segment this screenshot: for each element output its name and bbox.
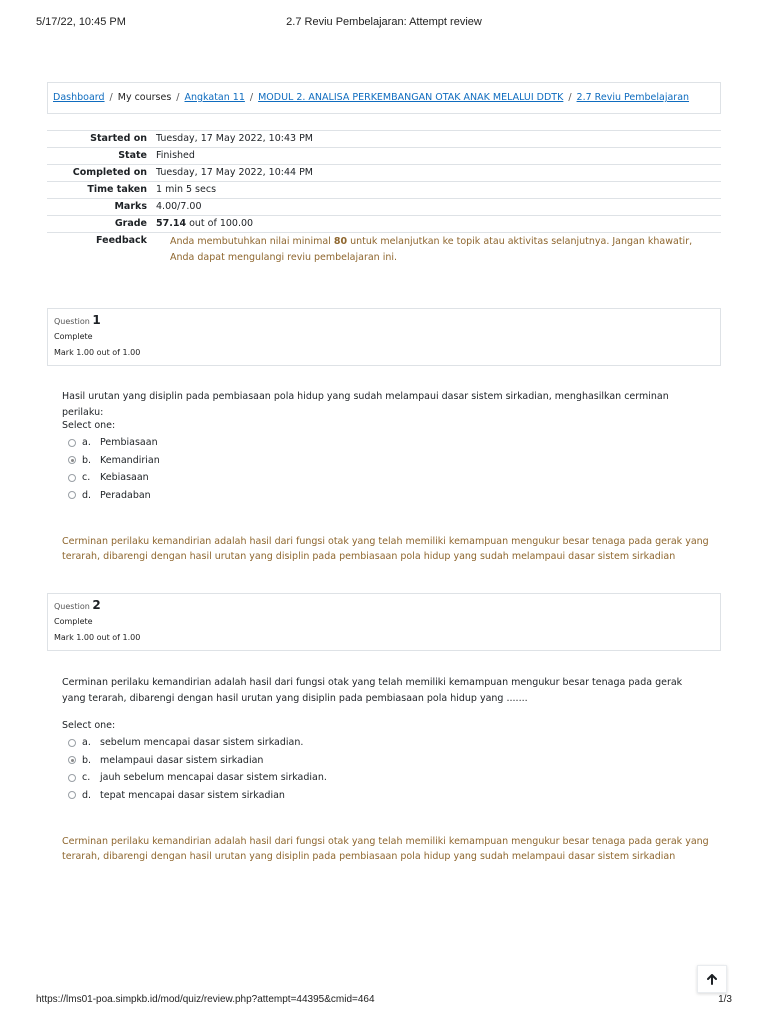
question-number-value: 1 bbox=[92, 313, 101, 327]
answer-option-d[interactable] bbox=[68, 487, 160, 505]
marks-label: Marks bbox=[114, 201, 147, 212]
scroll-to-top-button[interactable] bbox=[697, 965, 727, 993]
breadcrumb-separator: / bbox=[109, 92, 113, 103]
question-2-answers bbox=[68, 734, 327, 804]
radio-button[interactable] bbox=[68, 774, 76, 782]
summary-row-time bbox=[47, 182, 721, 199]
breadcrumb-angkatan-link[interactable]: Angkatan 11 bbox=[184, 92, 245, 103]
breadcrumb bbox=[47, 82, 721, 114]
question-number bbox=[54, 598, 714, 614]
option-text: tepat mencapai dasar sistem sirkadian bbox=[100, 789, 285, 801]
question-state: Complete bbox=[54, 617, 93, 626]
print-date: 5/17/22, 10:45 PM bbox=[36, 16, 126, 28]
attempt-summary-table bbox=[47, 130, 721, 284]
feedback-minimum-score: 80 bbox=[333, 236, 348, 247]
feedback-label: Feedback bbox=[96, 235, 147, 246]
print-url: https://lms01-poa.simpkb.id/mod/quiz/review.php?attempt=44395&cmid=464 bbox=[36, 994, 375, 1005]
breadcrumb-my-courses: My courses bbox=[117, 92, 172, 103]
answer-option-b[interactable] bbox=[68, 452, 160, 470]
radio-button[interactable] bbox=[68, 491, 76, 499]
summary-row-marks bbox=[47, 199, 721, 216]
completed-value: Tuesday, 17 May 2022, 10:44 PM bbox=[156, 167, 313, 178]
grade-score: 57.14 bbox=[156, 218, 187, 229]
time-taken-label: Time taken bbox=[87, 184, 147, 195]
summary-row-completed bbox=[47, 165, 721, 182]
option-letter: d. bbox=[82, 789, 92, 801]
option-text: Peradaban bbox=[100, 489, 151, 501]
question-number bbox=[54, 313, 714, 329]
summary-row-started bbox=[47, 131, 721, 148]
radio-button[interactable] bbox=[68, 791, 76, 799]
grade-label: Grade bbox=[114, 218, 147, 229]
question-1-answers bbox=[68, 434, 160, 504]
radio-button[interactable] bbox=[68, 439, 76, 447]
breadcrumb-reviu-link[interactable]: 2.7 Reviu Pembelajaran bbox=[576, 92, 690, 103]
radio-button[interactable] bbox=[68, 474, 76, 482]
print-title: 2.7 Reviu Pembelajaran: Attempt review bbox=[286, 16, 482, 28]
answer-option-d[interactable] bbox=[68, 787, 327, 805]
feedback-text-after: untuk melanjutkan ke topik atau aktivitas selanjutnya. Jangan khawatir, Anda dapat mengulangi reviu pembelajaran ini. bbox=[170, 236, 693, 263]
print-header bbox=[36, 16, 732, 32]
grade-value bbox=[153, 216, 721, 233]
question-1-info bbox=[47, 308, 721, 366]
question-2-text: Cerminan perilaku kemandirian adalah hasil dari fungsi otak yang telah memiliki kemampuan mengukur besar tenaga pada gerak yang terarah, dibarengi dengan hasil urutan yang disiplin pada pembiasaan pola hidup yang ....... bbox=[62, 677, 683, 704]
state-label: State bbox=[118, 150, 147, 161]
question-2-general-feedback: Cerminan perilaku kemandirian adalah hasil dari fungsi otak yang telah memiliki kemampuan mengukur besar tenaga pada gerak yang terarah, dibarengi dengan hasil urutan yang disiplin pada pembiasaan pola hidup yang sudah melampaui dasar sistem sirkadian bbox=[62, 836, 709, 862]
option-letter: b. bbox=[82, 754, 92, 766]
question-label: Question bbox=[54, 317, 93, 326]
breadcrumb-dashboard-link[interactable]: Dashboard bbox=[53, 92, 105, 103]
question-label: Question bbox=[54, 602, 93, 611]
question-2-info bbox=[47, 593, 721, 651]
option-letter: a. bbox=[82, 737, 91, 748]
option-letter: d. bbox=[82, 489, 92, 501]
feedback-text-before: Anda membutuhkan nilai minimal bbox=[170, 236, 334, 247]
summary-row-state bbox=[47, 148, 721, 165]
question-1-general-feedback: Cerminan perilaku kemandirian adalah hasil dari fungsi otak yang telah memiliki kemampuan mengukur besar tenaga pada gerak yang terarah, dibarengi dengan hasil urutan yang disiplin pada pembiasaan pola hidup yang sudah melampaui dasar sistem sirkadian bbox=[62, 536, 709, 562]
breadcrumb-separator: / bbox=[176, 92, 180, 103]
question-2-prompt: Select one: bbox=[62, 720, 116, 731]
question-grade: Mark 1.00 out of 1.00 bbox=[54, 633, 141, 642]
answer-option-b[interactable] bbox=[68, 752, 327, 770]
radio-button[interactable] bbox=[68, 739, 76, 747]
option-text: melampaui dasar sistem sirkadian bbox=[100, 754, 264, 766]
radio-button-selected[interactable] bbox=[68, 456, 76, 464]
started-value: Tuesday, 17 May 2022, 10:43 PM bbox=[156, 133, 313, 144]
summary-row-grade bbox=[47, 216, 721, 233]
marks-value: 4.00/7.00 bbox=[156, 201, 202, 212]
answer-option-a[interactable] bbox=[68, 434, 160, 452]
breadcrumb-modul-link[interactable]: MODUL 2. ANALISA PERKEMBANGAN OTAK ANAK MELALUI DDTK bbox=[258, 92, 564, 103]
question-1-text: Hasil urutan yang disiplin pada pembiasaan pola hidup yang sudah melampaui dasar sistem sirkadian, menghasilkan cerminan perilaku: bbox=[62, 391, 669, 418]
answer-option-c[interactable] bbox=[68, 769, 327, 787]
breadcrumb-separator: / bbox=[249, 92, 254, 103]
option-text: Kebiasaan bbox=[100, 472, 149, 483]
question-number-value: 2 bbox=[92, 598, 101, 612]
print-page-number: 1/3 bbox=[718, 994, 732, 1005]
option-letter: c. bbox=[82, 772, 91, 783]
state-value: Finished bbox=[156, 150, 195, 161]
summary-row-feedback bbox=[47, 233, 721, 285]
answer-option-a[interactable] bbox=[68, 734, 327, 752]
breadcrumb-separator: / bbox=[568, 92, 572, 103]
option-letter: a. bbox=[82, 437, 91, 448]
option-text: Pembiasaan bbox=[100, 437, 158, 448]
option-text: jauh sebelum mencapai dasar sistem sirkadian. bbox=[100, 772, 327, 783]
time-taken-value: 1 min 5 secs bbox=[156, 184, 217, 195]
option-letter: b. bbox=[82, 454, 92, 466]
radio-button-selected[interactable] bbox=[68, 756, 76, 764]
started-label: Started on bbox=[90, 133, 147, 144]
option-text: Kemandirian bbox=[100, 454, 160, 466]
answer-option-c[interactable] bbox=[68, 469, 160, 487]
option-text: sebelum mencapai dasar sistem sirkadian. bbox=[100, 737, 304, 748]
arrow-up-icon bbox=[707, 974, 717, 985]
grade-out-of: out of 100.00 bbox=[186, 218, 254, 229]
question-1-prompt: Select one: bbox=[62, 420, 116, 431]
option-letter: c. bbox=[82, 472, 91, 483]
completed-label: Completed on bbox=[72, 167, 147, 178]
question-state: Complete bbox=[54, 332, 93, 341]
print-footer bbox=[36, 994, 732, 1008]
question-grade: Mark 1.00 out of 1.00 bbox=[54, 348, 141, 357]
overall-feedback bbox=[156, 233, 700, 284]
